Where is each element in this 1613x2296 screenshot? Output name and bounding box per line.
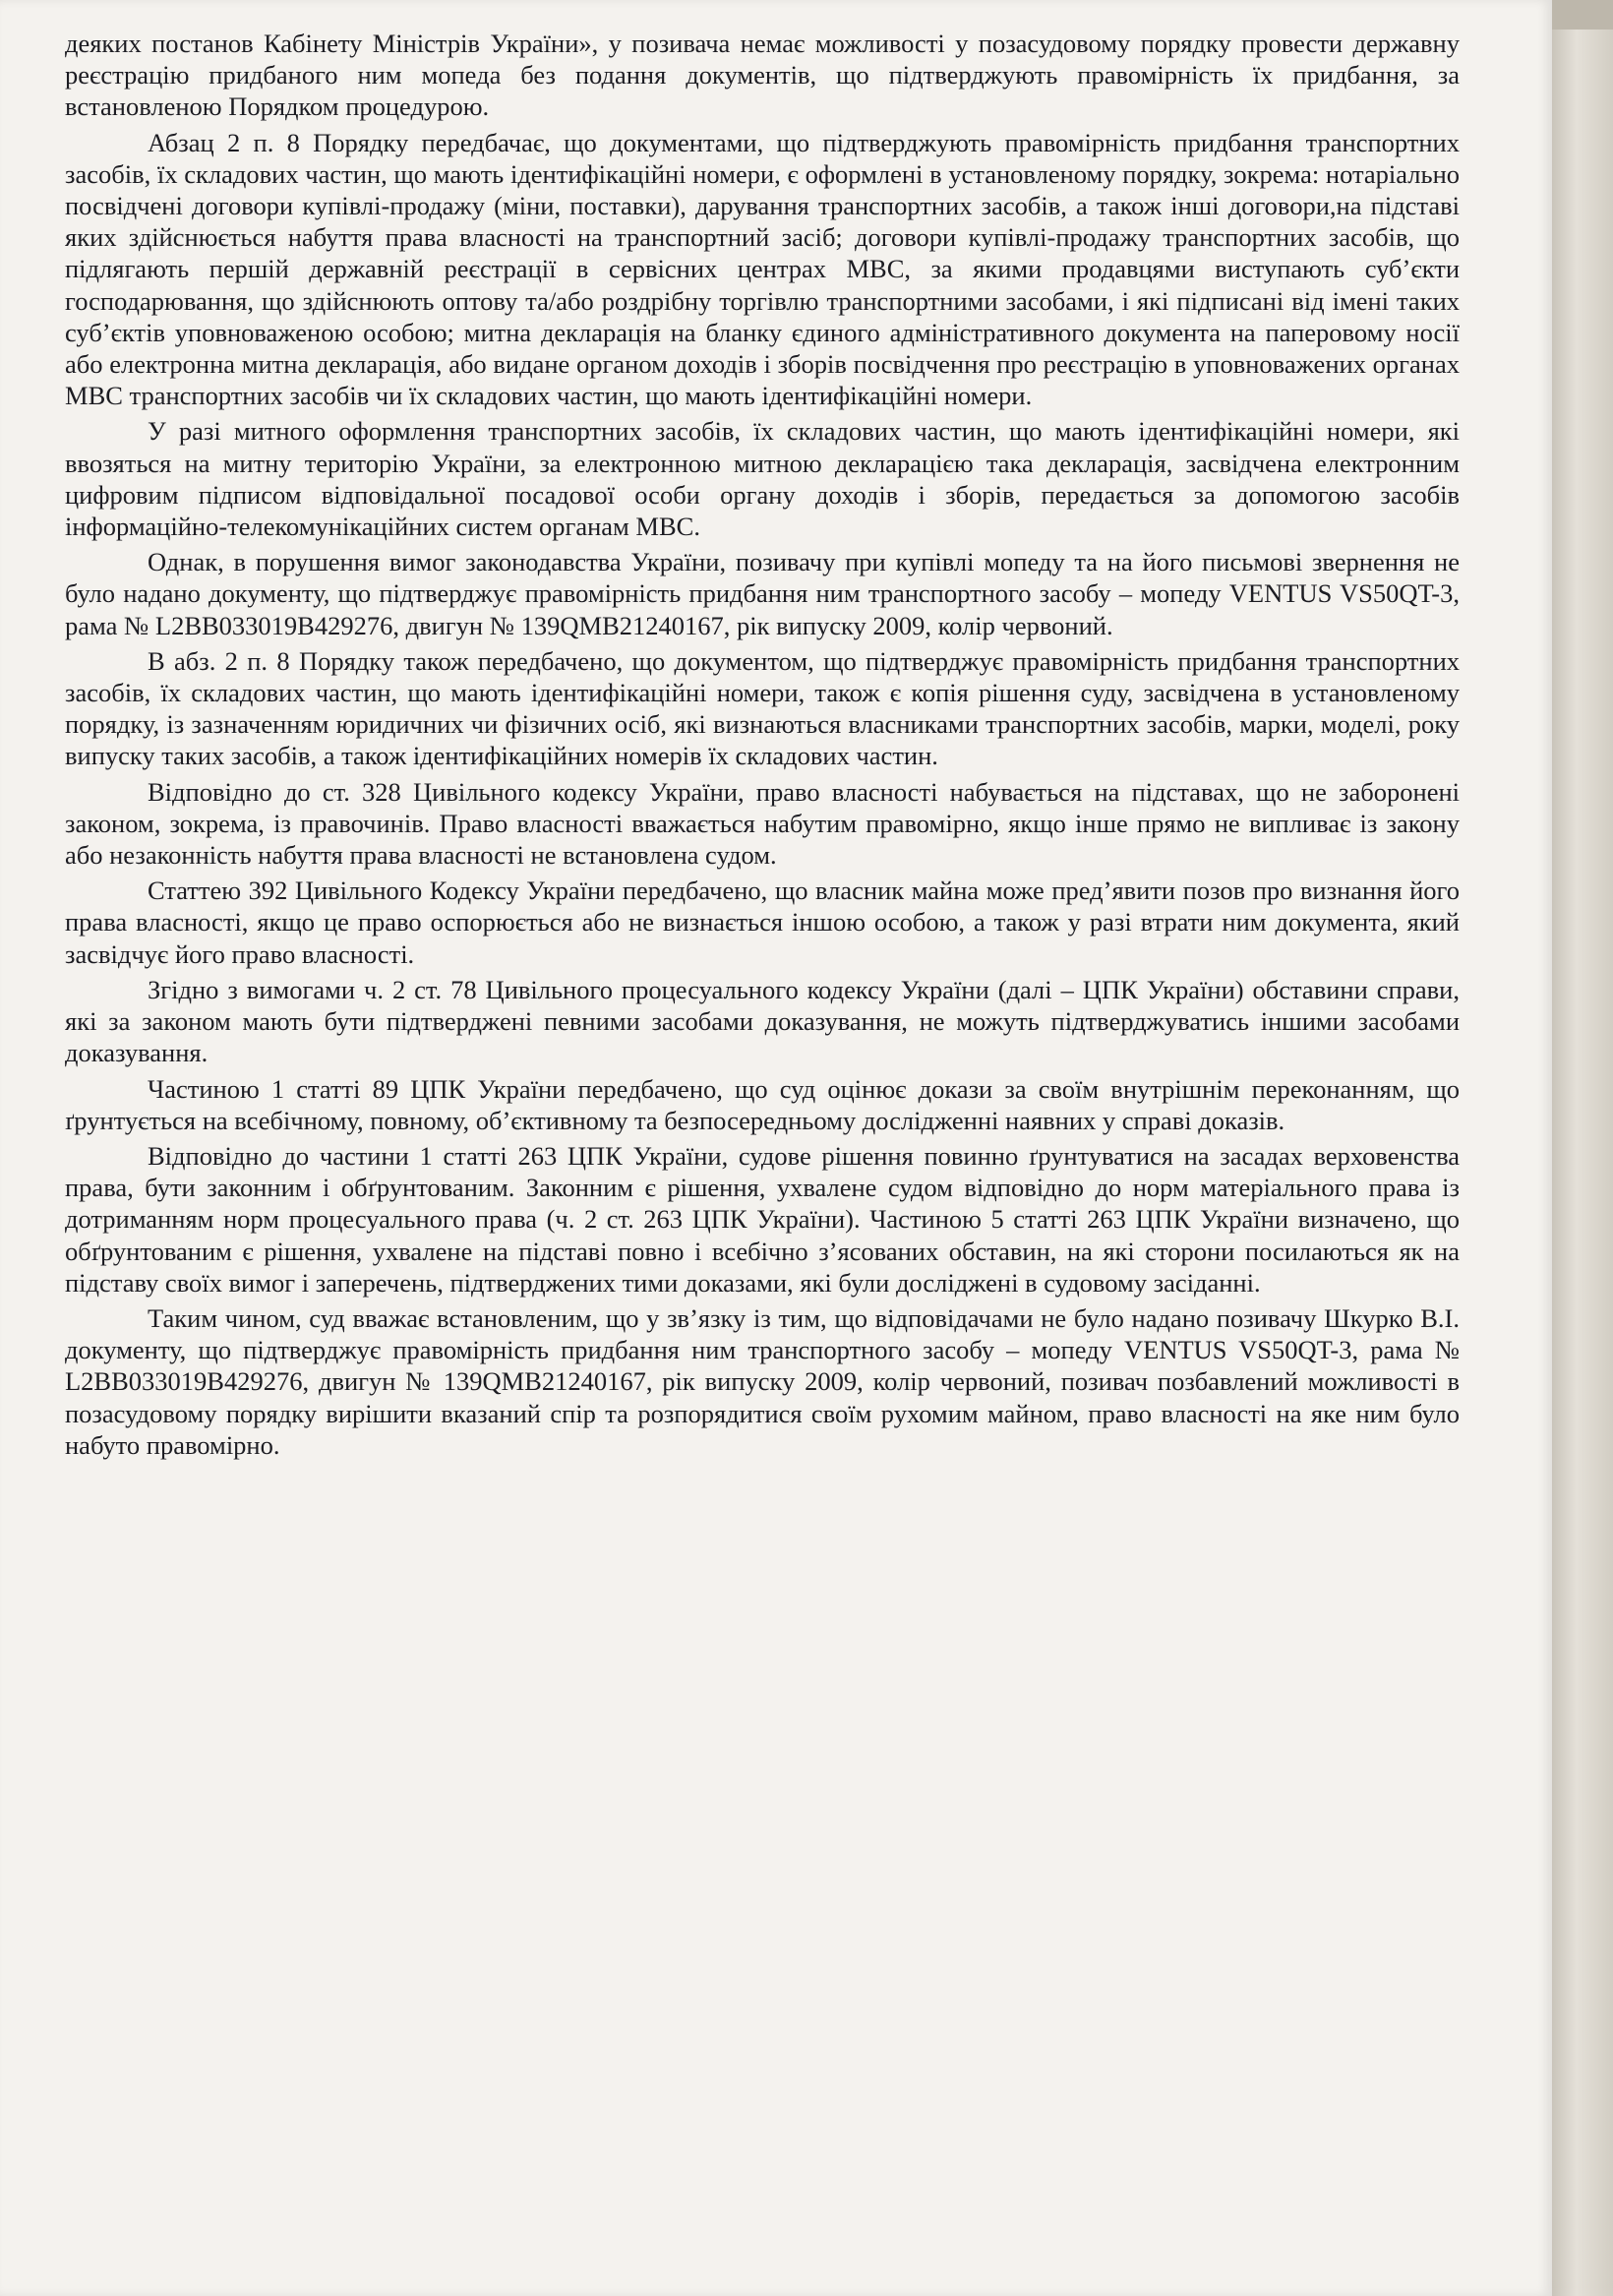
paragraph: Відповідно до частини 1 статті 263 ЦПК України, судове рішення повинно ґрунтуватися на засадах верховенства права, бути законним і обґрунтованим. Законним є рішення, ухвалене судом відповідно до норм матеріального права із дотриманням норм процесуального права (ч. 2 ст. 263 ЦПК України). Частиною 5 статті 263 ЦПК України визначено, що обґрунтованим є рішення, ухвалене на підставі повно і всебічно з’ясованих обставин, на які сторони посилаються як на підставу своїх вимог і заперечень, підтверджених тими доказами, які були досліджені в судовому засіданні.	[65, 1140, 1460, 1298]
paragraph: У разі митного оформлення транспортних засобів, їх складових частин, що мають ідентифікаційні номери, які ввозяться на митну територію України, за електронною митною декларацією така декларація, засвідчена електронним цифровим підписом відповідальної посадової особи органу доходів і зборів, передається за допомогою засобів інформаційно-телекомунікаційних систем органам МВС.	[65, 416, 1460, 542]
scan-edge	[1552, 0, 1613, 2296]
paragraph: В абз. 2 п. 8 Порядку також передбачено, що документом, що підтверджує правомірність придбання транспортних засобів, їх складових частин, що мають ідентифікаційні номери, також є копія рішення суду, засвідчена в установленому порядку, із зазначенням юридичних чи фізичних осіб, які визнаються власниками транспортних засобів, марки, моделі, року випуску таких засобів, а також ідентифікаційних номерів їх складових частин.	[65, 645, 1460, 771]
document-body	[65, 28, 1460, 1461]
paragraph: Таким чином, суд вважає встановленим, що у зв’язку із тим, що відповідачами не було надано позивачу Шкурко В.І. документу, що підтверджує правомірність придбання ним транспортного засобу – мопеду VENTUS VS50QT-3, рама № L2BB033019B429276, двигун № 139QMB21240167, рік випуску 2009, колір червоний, позивач позбавлений можливості в позасудовому порядку вирішити вказаний спір та розпорядитися своїм рухомим майном, право власності на яке ним було набуто правомірно.	[65, 1302, 1460, 1460]
scan-corner	[1552, 0, 1613, 30]
paragraph: деяких постанов Кабінету Міністрів України», у позивача немає можливості у позасудовому порядку провести державну реєстрацію придбаного ним мопеда без подання документів, що підтверджують правомірність їх придбання, за встановленою Порядком процедурою.	[65, 29, 1460, 122]
paragraph: Абзац 2 п. 8 Порядку передбачає, що документами, що підтверджують правомірність придбання транспортних засобів, їх складових частин, що мають ідентифікаційні номери, є оформлені в установленому порядку, зокрема: нотаріально посвідчені договори купівлі-продажу (міни, поставки), дарування транспортних засобів, а також інші договори,на підставі яких здійснюється набуття права власності на транспортний засіб; договори купівлі-продажу транспортних засобів, що підлягають першій державній реєстрації в сервісних центрах МВС, за якими продавцями виступають суб’єкти господарювання, що здійснюють оптову та/або роздрібну торгівлю транспортними засобами, і які підписані від імені таких суб’єктів уповноваженою особою; митна декларація на бланку єдиного адміністративного документа на паперовому носії або електронна митна декларація, або видане органом доходів і зборів посвідчення про реєстрацію в уповноважених органах МВС транспортних засобів чи їх складових частин, що мають ідентифікаційні номери.	[65, 127, 1460, 411]
paragraph: Статтею 392 Цивільного Кодексу України передбачено, що власник майна може пред’явити позов про визнання його права власності, якщо це право оспорюється або не визнається іншою особою, а також у разі втрати ним документа, який засвідчує його право власності.	[65, 876, 1460, 969]
paragraph: Однак, в порушення вимог законодавства України, позивачу при купівлі мопеду та на його письмові звернення не було надано документу, що підтверджує правомірність придбання ним транспортного засобу – мопеду VENTUS VS50QT-3, рама № L2BB033019B429276, двигун № 139QMB21240167, рік випуску 2009, колір червоний.	[65, 547, 1460, 640]
paragraph: Згідно з вимогами ч. 2 ст. 78 Цивільного процесуального кодексу України (далі – ЦПК України) обставини справи, які за законом мають бути підтверджені певними засобами доказування, не можуть підтверджуватись іншими засобами доказування.	[65, 974, 1460, 1068]
paragraph: Відповідно до ст. 328 Цивільного кодексу України, право власності набувається на підставах, що не заборонені законом, зокрема, із правочинів. Право власності вважається набутим правомірно, якщо інше прямо не випливає із закону або незаконність набуття права власності не встановлена судом.	[65, 776, 1460, 871]
paragraph: Частиною 1 статті 89 ЦПК України передбачено, що суд оцінює докази за своїм внутрішнім переконанням, що ґрунтується на всебічному, повному, об’єктивному та безпосередньому дослідженні наявних у справі доказів.	[65, 1073, 1460, 1135]
